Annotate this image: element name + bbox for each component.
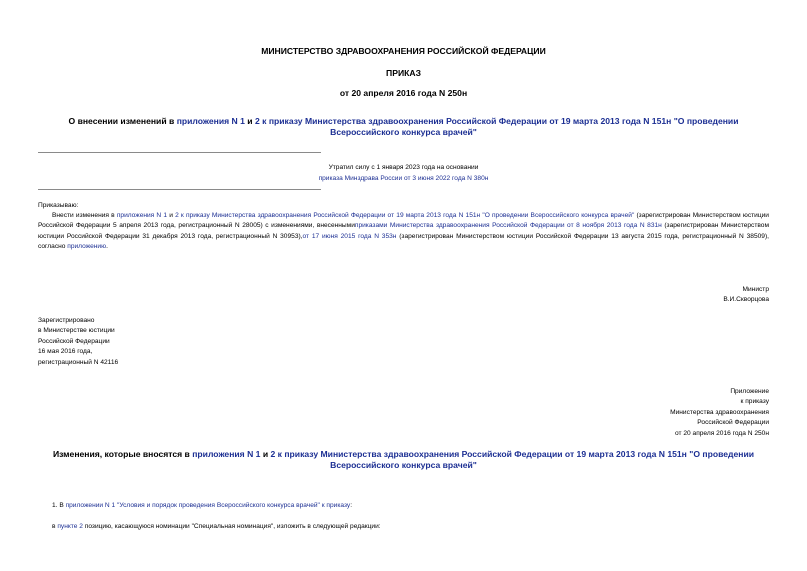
status-text: Утратил силу с 1 января 2023 года на основании — [328, 164, 479, 171]
document-title — [50, 116, 757, 138]
order-text-1: Внести изменения в — [52, 212, 117, 219]
title-text-and: и — [244, 116, 255, 126]
divider-top — [38, 152, 321, 153]
appendix-reference — [670, 387, 769, 439]
item-1-text: 1. В — [52, 502, 66, 509]
appendix-line: Министерства здравоохранения — [670, 408, 769, 416]
appendix-line: Приложение — [730, 388, 769, 395]
order-link-order-831n[interactable]: приказами Министерства здравоохранения Российской Федерации от 8 ноября 2013 года N 831н — [354, 222, 662, 230]
item-1a-text: в — [52, 523, 58, 530]
order-text-5: (зарегистрирован Министерством юстиции Российской Федерации 13 августа 2015 года, регистрационный N 38509), согласно — [38, 232, 769, 251]
order-link-order-151n[interactable]: 2 к приказу Министерства здравоохранения Российской Федерации от 19 марта 2013 года N 151н "О проведении Всероссийского конкурса врачей" — [175, 212, 635, 219]
order-text-2: и — [167, 212, 176, 219]
signature-position: Министр — [742, 286, 769, 293]
changes-title — [38, 449, 769, 471]
ministry-heading: МИНИСТЕРСТВО ЗДРАВООХРАНЕНИЯ РОССИЙСКОЙ ФЕДЕРАЦИИ — [261, 46, 546, 56]
changes-title-link-order-151n[interactable]: 2 к приказу Министерства здравоохранения Российской Федерации от 19 марта 2013 года N 151н "О проведении Всероссийского конкурса врачей" — [270, 449, 755, 470]
order-link-appendix-1[interactable]: приложения N 1 — [116, 212, 168, 219]
registration-line: Зарегистрировано — [38, 317, 95, 324]
doc-date-number: от 20 апреля 2016 года N 250н — [339, 88, 468, 98]
status-link-order-380n[interactable]: приказа Минздрава России от 3 июня 2022 года N 380н — [318, 175, 489, 182]
item-1-link-appendix-1[interactable]: приложении N 1 "Условия и порядок проведения Всероссийского конкурса врачей" к приказу — [65, 502, 351, 509]
signature-name: В.И.Скворцова — [723, 296, 769, 303]
registration-block — [38, 316, 118, 368]
order-intro: Приказываю: — [38, 202, 79, 209]
divider-bottom — [38, 189, 321, 190]
changes-title-text: Изменения, которые вносятся в — [52, 449, 193, 459]
appendix-line: от 20 апреля 2016 года N 250н — [674, 429, 769, 437]
item-1a — [52, 522, 381, 532]
title-text: О внесении изменений в — [68, 116, 177, 126]
appendix-line: Российской Федерации — [697, 419, 769, 427]
changes-title-link-appendix-1[interactable]: приложения N 1 — [192, 449, 261, 459]
doc-type-heading: ПРИКАЗ — [386, 68, 421, 78]
registration-line: 16 мая 2016 года, — [38, 348, 93, 356]
registration-line: регистрационный N 42116 — [38, 358, 119, 366]
order-link-appendix[interactable]: приложению — [67, 243, 107, 251]
order-paragraph — [38, 211, 769, 253]
order-text-6: . — [106, 243, 108, 251]
order-link-order-353n[interactable]: от 17 июня 2015 года N 353н — [302, 232, 397, 240]
title-link-order-151n[interactable]: 2 к приказу Министерства здравоохранения Российской Федерации от 19 марта 2013 года N 151н "О проведении Всероссийского конкурса врачей" — [254, 116, 739, 137]
status-link-wrap — [0, 174, 807, 184]
changes-title-text-and: и — [260, 449, 271, 459]
registration-line: Российской Федерации — [38, 337, 110, 345]
title-link-appendix-1[interactable]: приложения N 1 — [176, 116, 245, 126]
item-1a-text-end: позицию, касающуюся номинации "Специальная номинация", изложить в следующей редакции: — [82, 523, 381, 530]
item-1a-link-point-2[interactable]: пункте 2 — [57, 523, 83, 530]
order-text-4: (зарегистрирован Министерством юстиции Российской Федерации 31 декабря 2013 года, регистрационный N 30953), — [38, 222, 769, 240]
item-1 — [52, 501, 352, 511]
registration-line: в Министерстве юстиции — [38, 327, 115, 335]
order-text-3: (зарегистрирован Министерством юстиции Российской Федерации 5 апреля 2013 года, регистрационный N 28005) с изменениями, внесенными — [38, 212, 769, 230]
item-1-text-end: : — [350, 502, 353, 509]
appendix-line: к приказу — [740, 398, 769, 406]
